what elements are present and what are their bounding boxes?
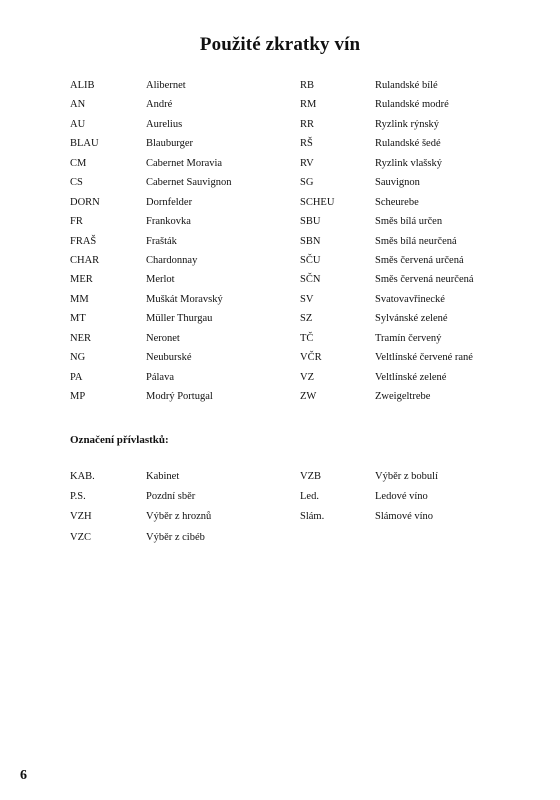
abbreviation-code: RV	[300, 157, 314, 169]
abbreviation-code: ALIB	[70, 80, 95, 91]
abbreviation-code: PA	[70, 371, 83, 383]
wine-name: Neuburské	[146, 352, 192, 364]
wine-name: Frankovka	[146, 216, 191, 228]
wine-name: Výběr z bobulí	[375, 471, 438, 482]
abbreviation-code: RM	[300, 99, 317, 111]
attribute-row	[70, 471, 510, 491]
page-title: Použité zkratky vín	[199, 34, 361, 55]
abbreviation-code: NG	[70, 352, 86, 364]
attribute-row	[70, 491, 510, 511]
abbreviation-code: DORN	[70, 196, 100, 208]
abbreviation-code: AU	[70, 118, 86, 130]
abbreviation-code: AN	[70, 99, 86, 111]
abbreviation-code: FR	[70, 216, 83, 228]
abbreviation-code: CHAR	[70, 254, 100, 266]
wine-name: Ryzlink vlašský	[375, 157, 442, 169]
wine-name: Pálava	[146, 371, 174, 383]
abbreviation-code: NER	[70, 332, 91, 344]
abbreviation-code: TČ	[300, 332, 314, 344]
attribute-row	[70, 511, 510, 531]
wine-name: André	[146, 99, 173, 111]
wine-name: Směs bílá neurčená	[375, 235, 457, 247]
abbreviation-code: RŠ	[300, 138, 313, 150]
page-number: 6	[20, 768, 27, 783]
abbreviation-code: RR	[300, 118, 315, 130]
wine-name: Veltlínské červené rané	[375, 352, 473, 364]
wine-name: Výběr z cibéb	[146, 531, 205, 543]
abbreviation-code: Slám.	[300, 511, 325, 523]
abbreviation-code: SČN	[300, 274, 321, 286]
attribute-row	[70, 532, 510, 552]
abbreviation-row	[70, 197, 510, 216]
wine-name: Směs bílá určen	[375, 216, 443, 228]
wine-name: Neronet	[146, 332, 180, 344]
abbreviation-code: MT	[70, 313, 86, 325]
wine-name: Směs červená určená	[375, 254, 464, 266]
abbreviation-code: BLAU	[70, 138, 99, 150]
wine-name: Alibernet	[146, 80, 186, 91]
wine-name: Svatovavřinecké	[375, 293, 445, 305]
abbreviation-code: SBN	[300, 235, 321, 247]
abbreviation-code: MM	[70, 293, 89, 305]
wine-name: Cabernet Moravia	[146, 157, 223, 169]
abbreviation-code: MER	[70, 274, 93, 286]
wine-name: Zweigeltrebe	[375, 391, 431, 402]
abbreviation-row	[70, 372, 510, 391]
abbreviation-row	[70, 333, 510, 352]
abbreviation-code: CM	[70, 157, 87, 169]
abbreviation-code: VČR	[300, 352, 322, 364]
wine-name: Rulandské modré	[375, 99, 449, 111]
wine-name: Pozdní sběr	[146, 491, 196, 503]
abbreviation-row	[70, 99, 510, 118]
abbreviation-row	[70, 236, 510, 255]
abbreviation-code: VZC	[70, 531, 91, 543]
abbreviation-code: MP	[70, 391, 86, 402]
abbreviation-code: SČU	[300, 254, 321, 266]
abbreviation-code: FRAŠ	[70, 235, 97, 247]
wine-name: Ledové víno	[375, 491, 428, 503]
abbreviation-code: CS	[70, 177, 83, 189]
abbreviation-code: SCHEU	[300, 196, 335, 208]
wine-name: Ryzlink rýnský	[375, 118, 440, 130]
wine-name: Sylvánské zelené	[375, 313, 448, 325]
wine-name: Modrý Portugal	[146, 391, 213, 402]
abbreviation-code: ZW	[300, 391, 317, 402]
wine-name: Slámové víno	[375, 511, 434, 523]
abbreviation-code: VZH	[70, 511, 92, 523]
abbreviation-code: VZ	[300, 371, 314, 383]
abbreviation-code: SV	[300, 293, 314, 305]
wine-name: Veltlínské zelené	[375, 371, 447, 383]
wine-name: Výběr z hroznů	[146, 511, 212, 523]
abbreviation-code: SBU	[300, 216, 321, 228]
wine-name: Cabernet Sauvignon	[146, 177, 232, 189]
wine-name: Sauvignon	[375, 177, 420, 189]
wine-name: Směs červená neurčená	[375, 274, 474, 286]
abbreviation-row	[70, 158, 510, 177]
abbreviation-row	[70, 177, 510, 196]
abbreviation-row	[70, 313, 510, 332]
wine-name: Rulandské bílé	[375, 80, 438, 91]
abbreviation-code: Led.	[300, 491, 319, 503]
abbreviation-row	[70, 80, 510, 99]
abbreviation-code: RB	[300, 80, 315, 91]
wine-name: Blauburger	[146, 138, 194, 150]
abbreviation-row	[70, 294, 510, 313]
abbreviation-row	[70, 274, 510, 293]
attributes-table	[70, 471, 510, 552]
wine-name: Müller Thurgau	[146, 313, 213, 325]
wine-name: Rulandské šedé	[375, 138, 441, 150]
abbreviation-row	[70, 119, 510, 138]
abbreviation-row	[70, 255, 510, 274]
wine-name: Dornfelder	[146, 196, 193, 208]
abbreviation-code: KAB.	[70, 471, 95, 482]
wine-name: Kabinet	[146, 471, 180, 482]
attributes-heading: Označení přívlastků:	[70, 434, 169, 446]
wine-name: Scheurebe	[375, 196, 419, 208]
wine-name: Chardonnay	[146, 254, 198, 266]
abbreviation-row	[70, 138, 510, 157]
abbreviation-row	[70, 352, 510, 371]
wine-name: Merlot	[146, 274, 175, 286]
wine-name: Frašták	[146, 235, 177, 247]
wine-name: Muškát Moravský	[146, 293, 223, 305]
wine-name: Tramín červený	[375, 332, 442, 344]
wine-abbreviations-table	[70, 80, 510, 410]
abbreviation-code: SG	[300, 177, 314, 189]
abbreviation-row	[70, 391, 510, 410]
abbreviation-row	[70, 216, 510, 235]
abbreviation-code: SZ	[300, 313, 313, 325]
wine-name: Aurelius	[146, 118, 183, 130]
abbreviation-code: P.S.	[70, 491, 86, 503]
abbreviation-code: VZB	[300, 471, 321, 482]
